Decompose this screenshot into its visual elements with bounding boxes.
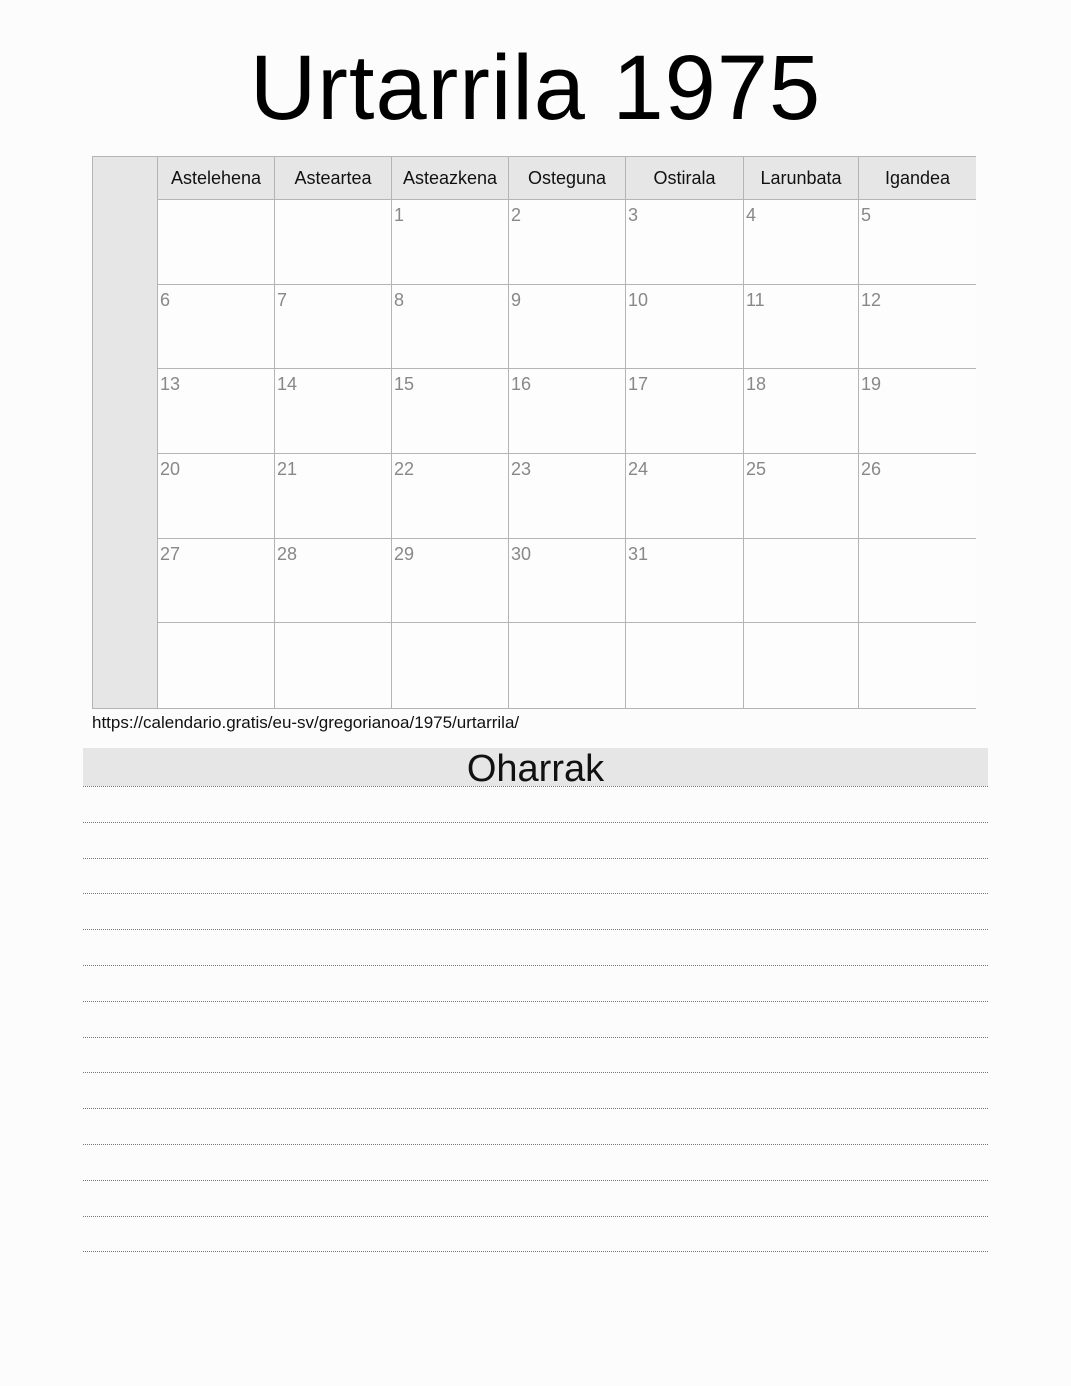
weekday-header: Igandea: [859, 157, 976, 200]
weekday-header: Osteguna: [509, 157, 626, 200]
note-line: [83, 1144, 988, 1145]
day-cell: [392, 369, 509, 454]
day-cell: [859, 200, 976, 285]
day-number: 18: [746, 374, 767, 395]
day-number: 4: [746, 205, 757, 225]
day-number: 8: [394, 289, 405, 310]
weekday-header: Asteartea: [275, 157, 392, 200]
day-cell: [158, 369, 275, 454]
weekday-header: Astelehena: [158, 157, 275, 200]
day-cell: [509, 200, 626, 285]
day-cell: [275, 369, 392, 454]
note-line: [83, 822, 988, 823]
note-line: [83, 893, 988, 894]
note-line: [83, 858, 988, 859]
note-line: [83, 1001, 988, 1002]
day-cell: [626, 539, 744, 624]
day-cell: [509, 539, 626, 624]
day-cell: [158, 454, 275, 539]
week-number-column: [93, 157, 158, 708]
notes-heading: Oharrak: [83, 748, 988, 786]
day-cell: [509, 285, 626, 370]
day-number: 25: [746, 458, 767, 479]
day-number: 6: [160, 289, 171, 310]
day-cell: [275, 623, 392, 708]
day-number: 31: [628, 543, 649, 564]
day-cell: [626, 369, 744, 454]
day-cell: [509, 454, 626, 539]
day-cell: [744, 285, 859, 370]
note-line: [83, 1037, 988, 1038]
day-cell: [392, 623, 509, 708]
note-line: [83, 1108, 988, 1109]
day-number: 14: [277, 374, 298, 395]
day-cell: [392, 454, 509, 539]
day-cell: [626, 623, 744, 708]
day-cell: [158, 539, 275, 624]
day-cell: [859, 539, 976, 624]
day-cell: [158, 200, 275, 285]
day-number: 24: [628, 458, 649, 479]
weekday-header: Ostirala: [626, 157, 744, 200]
day-cell: [392, 285, 509, 370]
day-cell: [392, 200, 509, 285]
day-cell: [859, 369, 976, 454]
day-cell: [275, 200, 392, 285]
day-cell: [626, 200, 744, 285]
day-cell: [509, 369, 626, 454]
day-cell: [744, 369, 859, 454]
day-number: 3: [628, 205, 639, 225]
day-cell: [275, 539, 392, 624]
day-cell: [744, 200, 859, 285]
day-number: 29: [394, 543, 415, 564]
calendar-title: Urtarrila 1975: [249, 37, 822, 139]
day-cell: [744, 623, 859, 708]
day-cell: [744, 539, 859, 624]
day-number: 21: [277, 458, 298, 479]
day-cell: [859, 454, 976, 539]
day-cell: [744, 454, 859, 539]
day-number: 11: [746, 289, 765, 310]
day-number: 5: [861, 205, 872, 225]
note-line: [83, 1180, 988, 1181]
day-cell: [626, 285, 744, 370]
day-cell: [859, 623, 976, 708]
weekday-header: Larunbata: [744, 157, 859, 200]
calendar-days: [158, 157, 975, 708]
day-number: 9: [511, 289, 522, 310]
note-line: [83, 1251, 988, 1252]
source-url: https://calendario.gratis/eu-sv/gregorianoa/1975/urtarrila/: [92, 713, 520, 732]
day-number: 2: [511, 205, 522, 225]
day-number: 30: [511, 543, 532, 564]
day-cell: [158, 285, 275, 370]
weekday-header: Asteazkena: [392, 157, 509, 200]
day-number: 13: [160, 374, 181, 395]
day-number: 7: [277, 289, 288, 310]
note-line: [83, 965, 988, 966]
day-number: 15: [394, 374, 415, 395]
day-cell: [509, 623, 626, 708]
note-line: [83, 929, 988, 930]
day-number: 12: [861, 289, 882, 310]
day-cell: [626, 454, 744, 539]
day-cell: [392, 539, 509, 624]
note-line: [83, 1216, 988, 1217]
note-line: [83, 1072, 988, 1073]
day-number: 28: [277, 543, 298, 564]
note-line: [83, 786, 988, 787]
day-cell: [158, 623, 275, 708]
day-number: 26: [861, 458, 882, 479]
day-number: 10: [628, 289, 649, 310]
day-cell: [275, 454, 392, 539]
day-number: 19: [861, 374, 882, 395]
day-number: 1: [394, 205, 405, 225]
day-cell: [859, 285, 976, 370]
day-cell: [275, 285, 392, 370]
day-number: 20: [160, 458, 181, 479]
day-number: 22: [394, 458, 415, 479]
day-number: 27: [160, 543, 181, 564]
day-number: 16: [511, 374, 532, 395]
day-number: 23: [511, 458, 532, 479]
calendar-grid: [92, 156, 976, 709]
day-number: 17: [628, 374, 649, 395]
